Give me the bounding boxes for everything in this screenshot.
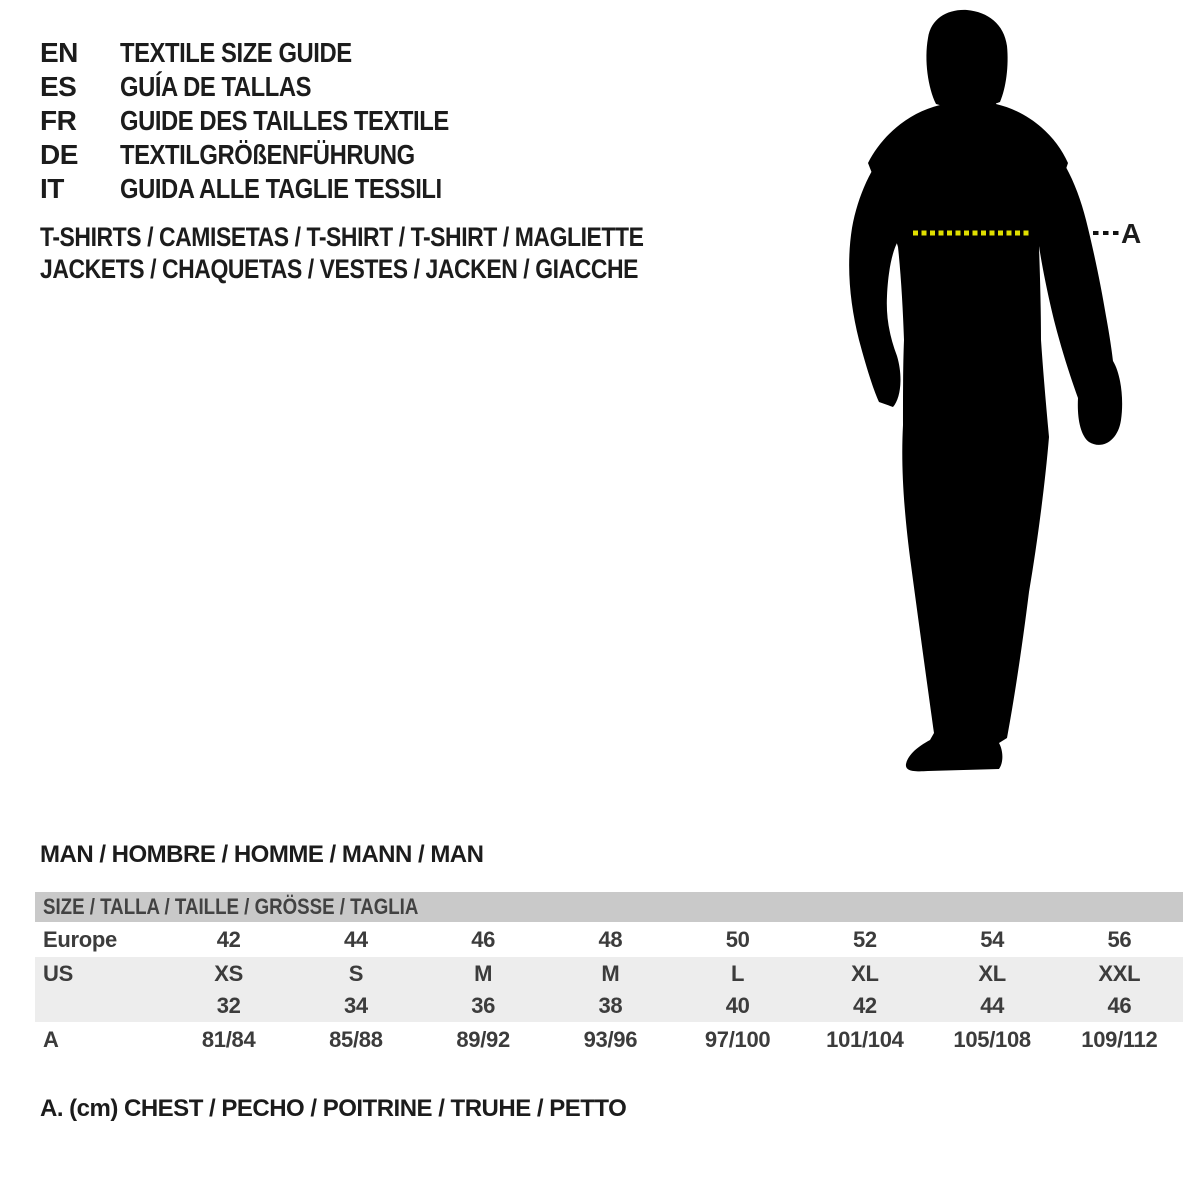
category-tshirts: T-SHIRTS / CAMISETAS / T-SHIRT / T-SHIRT / MAGLIETTE bbox=[40, 221, 644, 252]
table-row-us bbox=[35, 957, 1183, 990]
size-table bbox=[35, 892, 1183, 1058]
cell: XXL bbox=[1098, 960, 1141, 986]
cell: 32 bbox=[216, 993, 241, 1018]
cell: 40 bbox=[725, 993, 750, 1018]
cell: 54 bbox=[980, 926, 1005, 952]
cell: XS bbox=[214, 960, 243, 986]
lang-code: FR bbox=[40, 105, 77, 136]
lang-row-es bbox=[40, 70, 507, 104]
cell: 101/104 bbox=[826, 1027, 904, 1052]
table-row-chest bbox=[35, 1022, 1183, 1058]
cell: 46 bbox=[1107, 993, 1132, 1018]
category-jackets: JACKETS / CHAQUETAS / VESTES / JACKEN / GIACCHE bbox=[40, 253, 639, 284]
cell: 85/88 bbox=[329, 1027, 383, 1052]
cell: 93/96 bbox=[583, 1027, 638, 1052]
cell: 48 bbox=[598, 926, 623, 952]
lang-label: GUÍA DE TALLAS bbox=[120, 71, 312, 102]
cell: 56 bbox=[1107, 926, 1132, 952]
cell: 97/100 bbox=[704, 1027, 771, 1052]
measure-footnote: A. (cm) CHEST / PECHO / POITRINE / TRUHE / PETTO bbox=[40, 1095, 627, 1122]
row-label: A bbox=[43, 1027, 59, 1052]
cell: M bbox=[474, 960, 493, 986]
cell: 105/108 bbox=[953, 1027, 1031, 1052]
cell: M bbox=[601, 960, 620, 986]
cell: 109/112 bbox=[1081, 1027, 1158, 1052]
table-row-alt-sizes bbox=[35, 990, 1183, 1022]
category-list bbox=[40, 221, 750, 285]
lang-row-de bbox=[40, 138, 507, 172]
cell: 38 bbox=[598, 993, 623, 1018]
lang-row-it bbox=[40, 172, 507, 206]
cell: 42 bbox=[852, 993, 877, 1018]
cell: S bbox=[348, 960, 364, 986]
lang-row-fr bbox=[40, 104, 507, 138]
lang-code: DE bbox=[40, 139, 78, 170]
cell: 42 bbox=[216, 926, 241, 952]
cell: 36 bbox=[471, 993, 496, 1018]
lang-label: TEXTILGRÖßENFÜHRUNG bbox=[120, 139, 415, 170]
lang-label: GUIDA ALLE TAGLIE TESSILI bbox=[120, 173, 442, 204]
size-table-header-text: SIZE / TALLA / TAILLE / GRÖSSE / TAGLIA bbox=[43, 894, 419, 919]
cell: 81/84 bbox=[201, 1027, 256, 1052]
language-legend bbox=[40, 36, 507, 206]
cell: 44 bbox=[980, 993, 1005, 1018]
cell: 89/92 bbox=[456, 1027, 510, 1052]
row-label: US bbox=[43, 960, 73, 986]
cell: 52 bbox=[852, 926, 877, 952]
lang-code: IT bbox=[40, 173, 64, 204]
cell: 34 bbox=[343, 993, 368, 1018]
cell: L bbox=[731, 960, 745, 986]
cell: XL bbox=[851, 960, 879, 986]
lang-label: TEXTILE SIZE GUIDE bbox=[120, 37, 352, 68]
section-title-man: MAN / HOMBRE / HOMME / MANN / MAN bbox=[40, 841, 484, 868]
row-label: Europe bbox=[43, 926, 117, 952]
lang-row-en bbox=[40, 36, 507, 70]
lang-code: ES bbox=[40, 71, 77, 102]
size-table-header bbox=[35, 892, 1183, 922]
table-row-europe bbox=[35, 922, 1183, 957]
cell: 44 bbox=[343, 926, 368, 952]
cell: 46 bbox=[471, 926, 496, 952]
cell: 50 bbox=[725, 926, 750, 952]
measure-label-a: A bbox=[1121, 218, 1142, 249]
lang-label: GUIDE DES TAILLES TEXTILE bbox=[120, 105, 449, 136]
lang-code: EN bbox=[40, 37, 78, 68]
cell: XL bbox=[978, 960, 1006, 986]
